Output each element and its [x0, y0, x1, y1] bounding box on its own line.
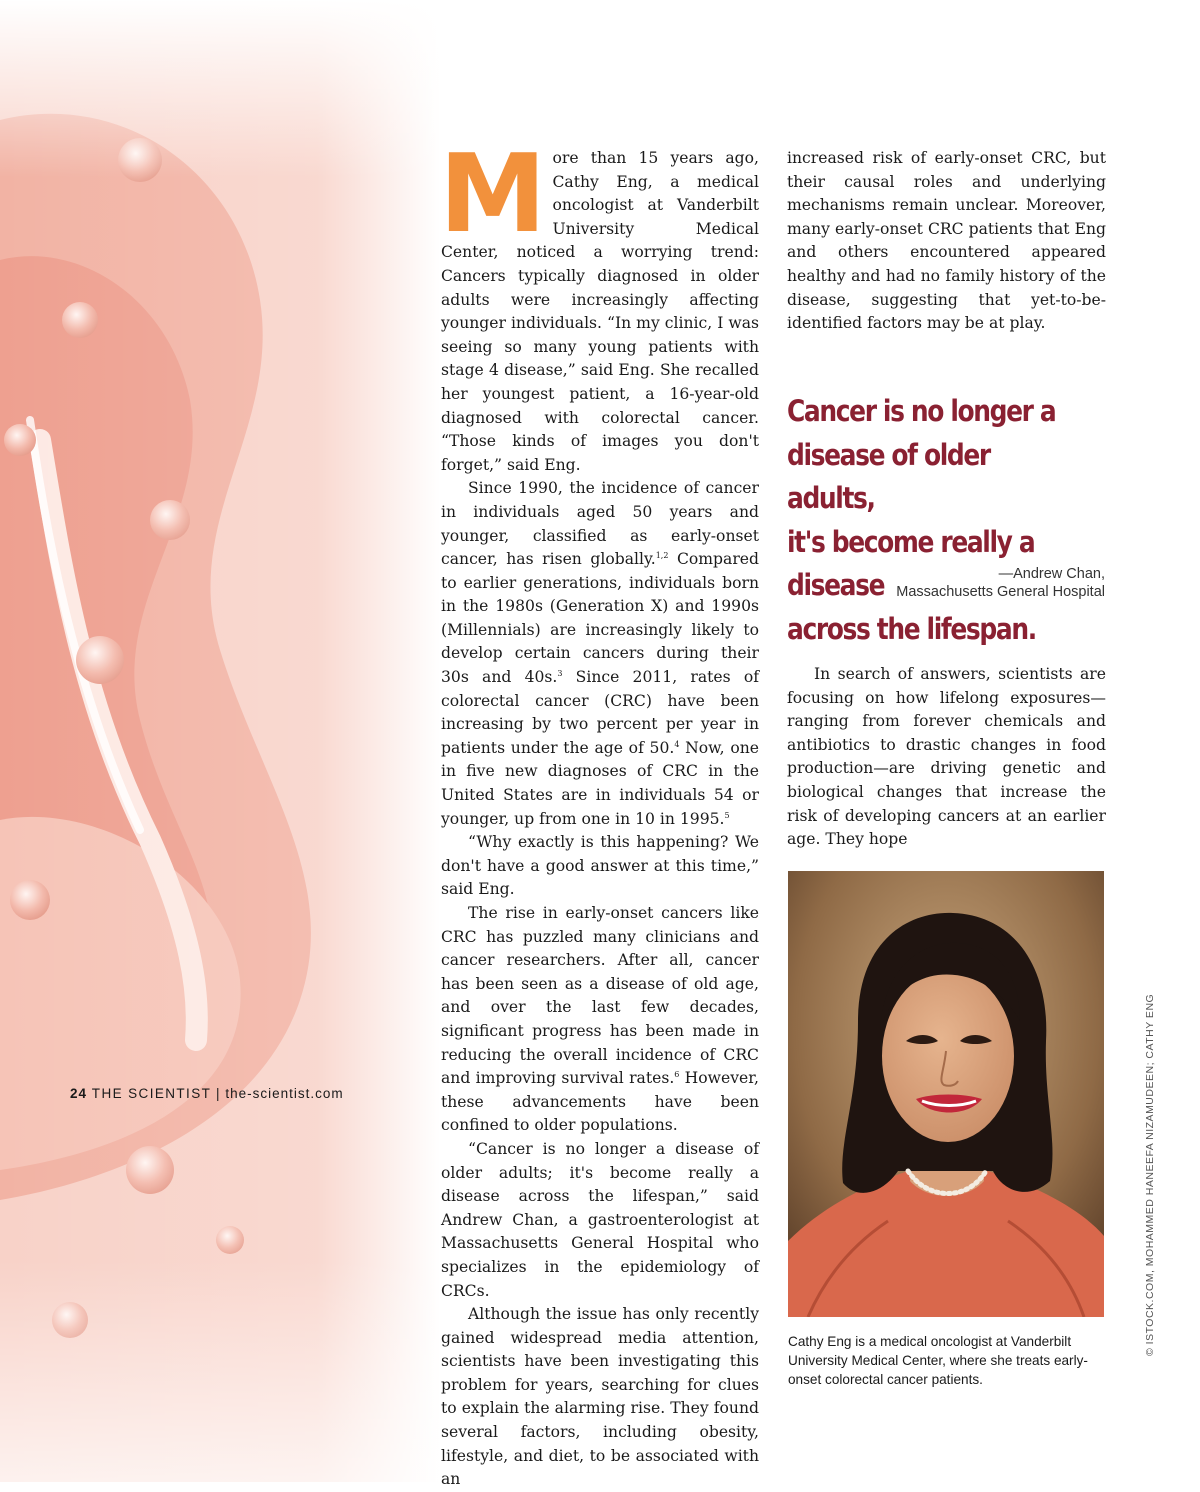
reference-marker: 4 — [674, 739, 680, 749]
paragraph-1: More than 15 years ago, Cathy Eng, a medical oncologist at Vanderbilt University Medical Center, noticed a worrying trend: Cancers typically diagnosed in older adults were increasingly affecting younger individuals. “In my clinic, I was seeing so many young patients with stage 4 disease,” said Eng. She recalled her youngest patient, a 16-year-old diagnosed with colorectal cancer. “Those kinds of images you don't forget,” said Eng. — [439, 132, 759, 474]
photo-credit: © ISTOCK.COM, MOHAMMED HANEEFA NIZAMUDEEN; CATHY ENG — [1144, 993, 1156, 1356]
photo-caption: Cathy Eng is a medical oncologist at Vanderbilt University Medical Center, where she treats early-onset colorectal cancer patients. — [788, 1334, 1088, 1387]
reference-marker: 6 — [674, 1070, 680, 1080]
reference-marker: 5 — [724, 810, 730, 820]
pull-quote-line: Cancer is no longer a — [787, 394, 1056, 428]
paragraph-continued: increased risk of early-onset CRC, but their causal roles and underlying mechanisms remain unclear. Moreover, many early-onset CRC patients that Eng and others encountered appeared healthy and had no family history of the disease, suggesting that yet-to-be-identified factors may be at play. — [787, 149, 1106, 333]
pull-quote — [787, 390, 1071, 651]
reference-marker: 1,2 — [655, 551, 669, 561]
magazine-name: THE SCIENTIST — [91, 1086, 212, 1101]
page-number: 24 — [70, 1086, 88, 1101]
reference-marker: 3 — [557, 669, 563, 679]
paragraph-4: The rise in early-onset cancers like CRC has puzzled many clinicians and cancer researchers. After all, cancer has been seen as a disease of old age, and over the last few decades, significant progress has been made in reducing the overall incidence of CRC and improving survival rates.$^6$ However, these advancements have been confined to older populations. — [441, 904, 759, 1135]
background-illustration — [0, 0, 440, 1482]
footer-separator: | — [216, 1086, 221, 1101]
paragraph-2: Since 1990, the incidence of cancer in individuals aged 50 years and younger, classified as early-onset cancer, has risen globally.$^{1,2}$ Compared to earlier generations, individuals born in the 1980s (Generation X) and 1990s (Millennials) are increasingly likely to develop certain cancers during their 30s and 40s.$^3$ Since 2011, rates of colorectal cancer (CRC) have been increasing by two percent per year in patients under the age of 50.$^4$ Now, one in five new diagnoses of CRC in the United States are in individuals 54 or younger, up from one in 10 in 1995.$^5$ — [441, 479, 759, 828]
pull-quote-line: it's become really a disease — [787, 524, 1035, 602]
pull-quote-line: disease of older adults, — [787, 437, 990, 515]
article-column-right-middle — [787, 663, 1106, 852]
article-column-right-top — [787, 147, 1106, 336]
pull-quote-line: across the lifespan. — [787, 611, 1036, 646]
drop-cap: M — [439, 132, 543, 257]
paragraph-6: Although the issue has only recently gained widespread media attention, scientists have been investigating this problem for years, searching for clues to explain the alarming rise. They found several factors, including obesity, lifestyle, and diet, to be associated with an — [441, 1305, 759, 1489]
paragraph-search: In search of answers, scientists are focusing on how lifelong exposures—ranging from forever chemicals and antibiotics to drastic changes in food production—are driving genetic and biological changes that increase the risk of developing cancers at an earlier age. They hope — [787, 665, 1106, 849]
paragraph-5: “Cancer is no longer a disease of older adults; it's become really a disease across the lifespan,” said Andrew Chan, a gastroenterologist at Massachusetts General Hospital who specializes in the epidemiology of CRCs. — [441, 1139, 759, 1300]
attribution-org: Massachusetts General Hospital — [896, 584, 1105, 600]
paragraph-3: “Why exactly is this happening? We don't have a good answer at this time,” said Eng. — [441, 833, 759, 899]
article-column-left — [439, 132, 759, 1492]
magazine-url[interactable]: the-scientist.com — [225, 1086, 344, 1101]
attribution-name: —Andrew Chan, — [998, 566, 1105, 582]
portrait-photo — [788, 871, 1104, 1317]
page-footer — [70, 1086, 344, 1101]
pull-quote-attribution — [787, 565, 1105, 601]
